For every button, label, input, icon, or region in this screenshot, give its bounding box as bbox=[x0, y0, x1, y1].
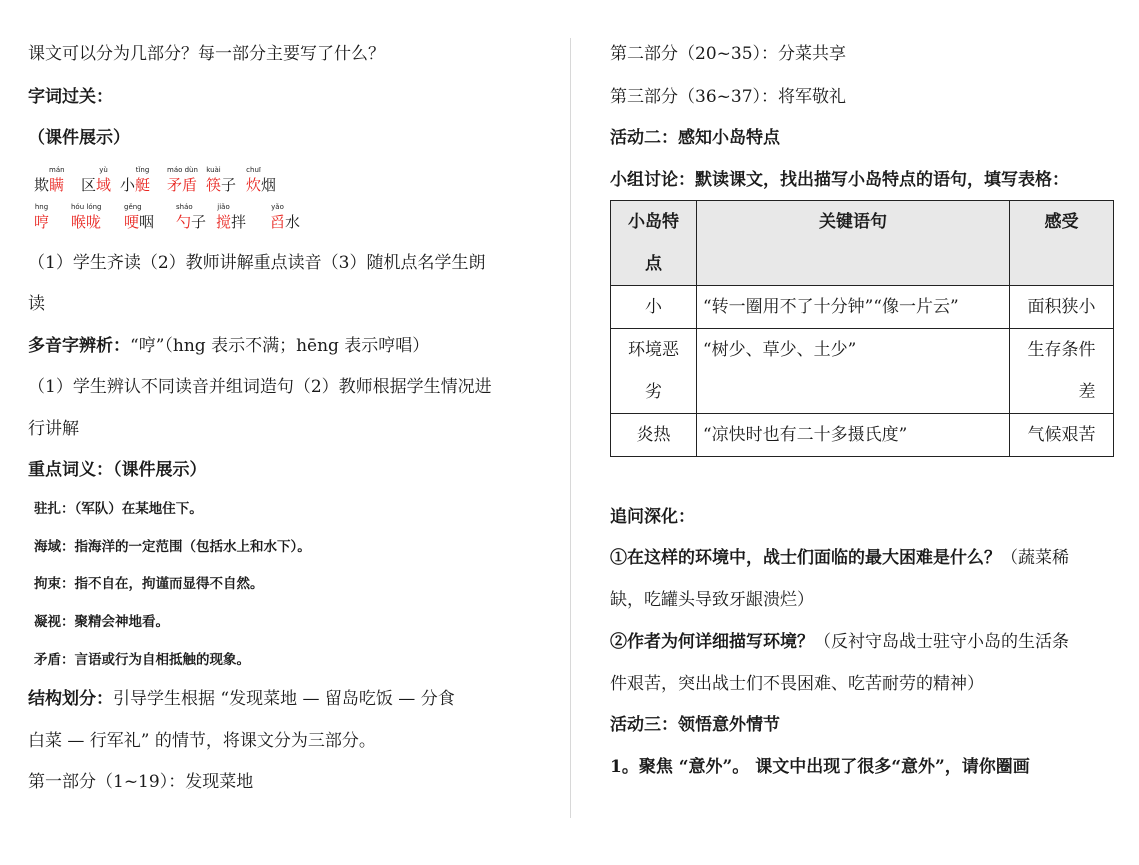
vocab-word bbox=[246, 165, 276, 205]
pinyin: jiǎo bbox=[217, 203, 230, 211]
plain-character: 水 bbox=[285, 213, 301, 231]
feature-cell: 炎热 bbox=[611, 414, 697, 457]
pinyin: tǐng bbox=[135, 166, 150, 174]
question-a-line-2: 缺，吃罐头导致牙龈溃烂） bbox=[610, 590, 814, 610]
definition-item: 海域：指海洋的一定范围（包括水上和水下）。 bbox=[34, 539, 311, 555]
activity-3-title: 活动三：领悟意外情节 bbox=[610, 715, 780, 735]
table-header-cell: 小岛特点 bbox=[611, 201, 697, 286]
question-b-line-1 bbox=[610, 632, 1069, 652]
vocab-characters bbox=[176, 212, 206, 232]
table-header-cell: 感受 bbox=[1010, 201, 1114, 286]
answer-b-part-1: （反衬守岛战士驻守小岛的生活条 bbox=[814, 632, 1069, 652]
vocab-characters bbox=[34, 212, 49, 232]
vocab-characters bbox=[206, 175, 236, 195]
target-character: 炊 bbox=[246, 176, 262, 194]
target-character: 哼 bbox=[34, 213, 50, 231]
vocab-word bbox=[176, 202, 206, 242]
target-character: 勺 bbox=[176, 213, 192, 231]
plain-character: 区 bbox=[81, 176, 97, 194]
target-character: 舀 bbox=[270, 213, 286, 231]
table-header-row bbox=[611, 201, 1114, 286]
vocab-characters bbox=[34, 175, 64, 195]
table-row bbox=[611, 414, 1114, 457]
polyphone-line bbox=[28, 336, 429, 356]
feeling-cell: 气候艰苦 bbox=[1010, 414, 1114, 457]
definition-item: 凝视：聚精会神地看。 bbox=[34, 614, 169, 630]
pinyin: mán bbox=[49, 166, 65, 174]
definition-item: 矛盾：言语或行为自相抵触的现象。 bbox=[34, 652, 250, 668]
vocab-characters bbox=[120, 175, 150, 195]
pinyin: yǎo bbox=[271, 203, 284, 211]
steps-2-line-b: 行讲解 bbox=[28, 419, 79, 439]
vocab-word bbox=[34, 202, 49, 242]
plain-character: 咽 bbox=[139, 213, 155, 231]
plain-character: 烟 bbox=[261, 176, 277, 194]
table-row bbox=[611, 286, 1114, 329]
right-column bbox=[572, 0, 1139, 865]
vocab-characters bbox=[167, 175, 197, 195]
question-a: ①在这样的环境中，战士们面临的最大困难是什么？ bbox=[610, 548, 1001, 568]
target-character: 喉咙 bbox=[71, 213, 102, 231]
pinyin: kuài bbox=[206, 166, 221, 174]
structure-line-b: 白菜 — 行军礼” 的情节，将课文分为三部分。 bbox=[28, 731, 376, 751]
pinyin: sháo bbox=[176, 203, 193, 211]
target-character: 域 bbox=[96, 176, 112, 194]
part-2: 第二部分（20~35）：分菜共享 bbox=[610, 44, 847, 64]
polyphone-text: “哼”（hng 表示不满；hēng 表示哼唱） bbox=[130, 336, 430, 356]
sentence-cell: “转一圈用不了十分钟”“像一片云” bbox=[696, 286, 1009, 329]
vocab-word bbox=[81, 165, 111, 205]
polyphone-label: 多音字辨析： bbox=[28, 336, 130, 356]
steps-1-line-b: 读 bbox=[28, 294, 45, 314]
vocab-word bbox=[71, 202, 101, 242]
plain-character: 子 bbox=[221, 176, 237, 194]
activity-2-title: 活动二：感知小岛特点 bbox=[610, 128, 780, 148]
feature-cell: 环境恶劣 bbox=[611, 329, 697, 414]
plain-character: 小 bbox=[120, 176, 136, 194]
feeling-cell: 生存条件差 bbox=[1010, 329, 1114, 414]
structure-label: 结构划分： bbox=[28, 689, 113, 709]
definition-item: 驻扎：（军队）在某地住下。 bbox=[34, 501, 203, 517]
question-a-line-1 bbox=[610, 548, 1069, 568]
focus-unexpected: 1。聚焦 “意外”。 课文中出现了很多“意外”，请你圈画 bbox=[610, 757, 1030, 777]
feature-cell: 小 bbox=[611, 286, 697, 329]
vocab-word bbox=[120, 165, 150, 205]
vocab-word bbox=[167, 165, 197, 205]
structure-line-a bbox=[28, 689, 455, 709]
question-b: ②作者为何详细描写环境？ bbox=[610, 632, 814, 652]
answer-a-part-1: （蔬菜稀 bbox=[1001, 548, 1069, 568]
target-character: 矛盾 bbox=[167, 176, 198, 194]
table-row bbox=[611, 329, 1114, 414]
pinyin: gěng bbox=[124, 203, 142, 211]
pinyin: hóu lóng bbox=[71, 203, 102, 211]
target-character: 筷 bbox=[206, 176, 222, 194]
vocab-characters bbox=[81, 175, 111, 195]
vocab-characters bbox=[124, 212, 154, 232]
column-divider bbox=[570, 38, 571, 818]
vocab-characters bbox=[270, 212, 300, 232]
sentence-cell: “树少、草少、土少” bbox=[696, 329, 1009, 414]
vocab-word bbox=[124, 202, 154, 242]
structure-text-a: 引导学生根据 “发现菜地 — 留岛吃饭 — 分食 bbox=[113, 689, 455, 709]
feeling-cell: 面积狭小 bbox=[1010, 286, 1114, 329]
plain-character: 拌 bbox=[231, 213, 247, 231]
plain-character: 子 bbox=[191, 213, 207, 231]
follow-up-title: 追问深化： bbox=[610, 507, 695, 527]
part-3: 第三部分（36~37）：将军敬礼 bbox=[610, 87, 847, 107]
pinyin: yù bbox=[99, 166, 108, 174]
vocab-characters bbox=[216, 212, 246, 232]
question-parts: 课文可以分为几部分？每一部分主要写了什么？ bbox=[28, 44, 385, 64]
vocab-word bbox=[270, 202, 300, 242]
sentence-cell: “凉快时也有二十多摄氏度” bbox=[696, 414, 1009, 457]
vocab-word bbox=[216, 202, 246, 242]
target-character: 搅 bbox=[216, 213, 232, 231]
island-features-table bbox=[610, 200, 1114, 457]
pinyin: máo dùn bbox=[167, 166, 198, 174]
group-discussion: 小组讨论：默读课文，找出描写小岛特点的语句，填写表格： bbox=[610, 170, 1069, 190]
plain-character: 欺 bbox=[34, 176, 50, 194]
vocab-characters bbox=[246, 175, 276, 195]
courseware-label: （课件展示） bbox=[28, 128, 130, 148]
part-1: 第一部分（1~19）：发现菜地 bbox=[28, 772, 254, 792]
vocab-word bbox=[206, 165, 236, 205]
steps-1-line-a: （1）学生齐读（2）教师讲解重点读音（3）随机点名学生朗 bbox=[28, 253, 486, 273]
target-character: 瞒 bbox=[49, 176, 65, 194]
table-header-cell: 关键语句 bbox=[696, 201, 1009, 286]
definition-item: 拘束：指不自在，拘谨而显得不自然。 bbox=[34, 576, 264, 592]
vocab-title: 字词过关： bbox=[28, 87, 113, 107]
target-character: 哽 bbox=[124, 213, 140, 231]
pinyin: chuī bbox=[246, 166, 261, 174]
question-b-line-2: 件艰苦，突出战士们不畏困难、吃苦耐劳的精神） bbox=[610, 674, 984, 694]
pinyin: hng bbox=[34, 203, 49, 211]
vocab-characters bbox=[71, 212, 101, 232]
target-character: 艇 bbox=[135, 176, 151, 194]
key-words-label: 重点词义：（课件展示） bbox=[28, 460, 207, 480]
vocab-word bbox=[34, 165, 64, 205]
steps-2-line-a: （1）学生辨认不同读音并组词造句（2）教师根据学生情况进 bbox=[28, 377, 492, 397]
